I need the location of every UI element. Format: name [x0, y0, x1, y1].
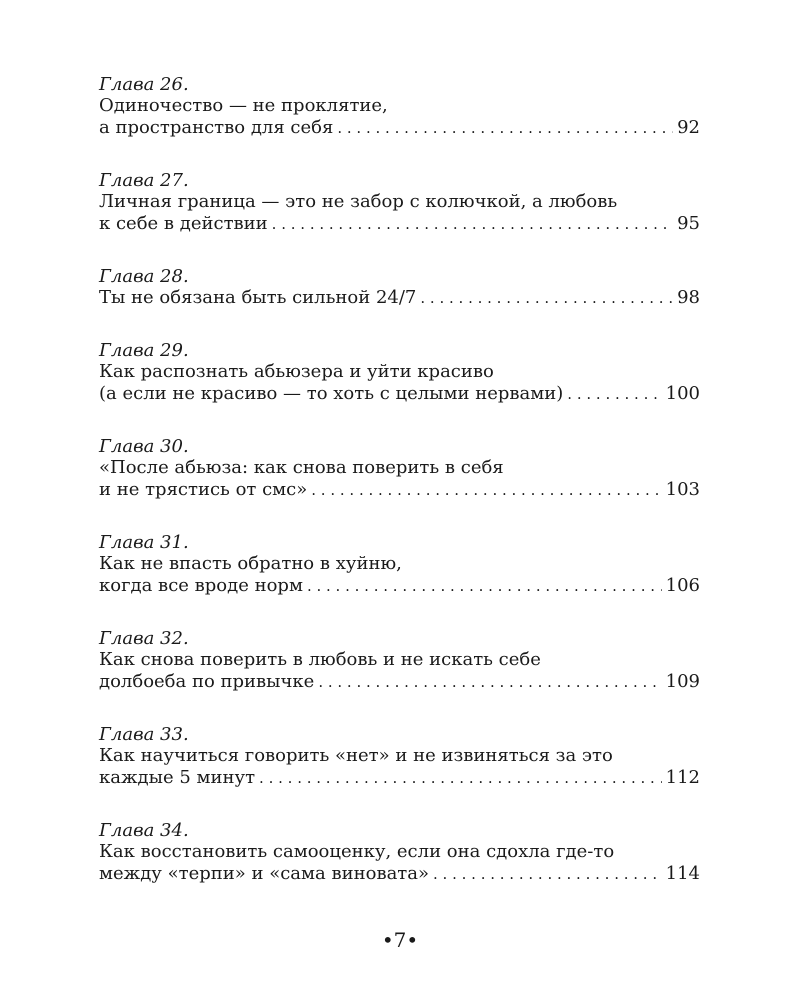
- chapter-label: Глава 31.: [99, 532, 189, 553]
- chapter-title-text: и не трястись от смс»: [99, 479, 308, 500]
- page-number: 95: [677, 213, 700, 234]
- chapter-label: Глава 32.: [99, 628, 189, 649]
- chapter-title-line: Как распознать абьюзера и уйти красиво: [99, 361, 494, 382]
- chapter-title-last-line: [99, 671, 700, 693]
- chapter-title-text: между «терпи» и «сама виновата»: [99, 863, 430, 884]
- chapter-title-last-line: [99, 767, 700, 789]
- toc-entry: [99, 170, 700, 266]
- chapter-title-last-line: [99, 287, 700, 309]
- page-number: 109: [665, 671, 700, 692]
- chapter-title-last-line: [99, 479, 700, 501]
- chapter-title-last-line: [99, 575, 700, 597]
- page-number: 106: [665, 575, 700, 596]
- dot-leader: [567, 383, 661, 405]
- chapter-title-line: Как научиться говорить «нет» и не извиняться за это: [99, 745, 613, 766]
- chapter-title-text: Ты не обязана быть сильной 24/7: [99, 287, 417, 308]
- chapter-title-line: Личная граница — это не забор с колючкой, а любовь: [99, 191, 618, 212]
- chapter-label: Глава 29.: [99, 340, 189, 361]
- dot-leader: [272, 213, 673, 235]
- page-number: 114: [665, 863, 700, 884]
- dot-leader: [259, 767, 662, 789]
- chapter-title-last-line: [99, 863, 700, 885]
- chapter-title-text: (а если не красиво — то хоть с целыми нервами): [99, 383, 564, 404]
- chapter-title-text: когда все вроде норм: [99, 575, 303, 596]
- page-footer-number: •7•: [381, 928, 419, 952]
- dot-leader: [337, 117, 673, 139]
- page-number: 103: [665, 479, 700, 500]
- chapter-label: Глава 34.: [99, 820, 189, 841]
- toc-entry: [99, 724, 700, 820]
- dot-leader: [318, 671, 661, 693]
- dot-leader: [420, 287, 673, 309]
- chapter-title-line: Как снова поверить в любовь и не искать себе: [99, 649, 541, 670]
- toc-entry: [99, 74, 700, 170]
- table-of-contents: [99, 74, 700, 916]
- toc-entry: [99, 628, 700, 724]
- toc-entry: [99, 340, 700, 436]
- chapter-title-text: а пространство для себя: [99, 117, 334, 138]
- chapter-label: Глава 33.: [99, 724, 189, 745]
- toc-entry: [99, 436, 700, 532]
- chapter-label: Глава 27.: [99, 170, 189, 191]
- chapter-title-text: долбоеба по привычке: [99, 671, 315, 692]
- dot-leader: [311, 479, 661, 501]
- page-number: 92: [677, 117, 700, 138]
- dot-leader: [307, 575, 662, 597]
- page-number: 100: [665, 383, 700, 404]
- chapter-title-last-line: [99, 213, 700, 235]
- chapter-title-text: к себе в действии: [99, 213, 268, 234]
- chapter-title-last-line: [99, 117, 700, 139]
- chapter-title-line: «После абьюза: как снова поверить в себя: [99, 457, 504, 478]
- chapter-title-line: Одиночество — не проклятие,: [99, 95, 388, 116]
- chapter-label: Глава 26.: [99, 74, 189, 95]
- chapter-title-text: каждые 5 минут: [99, 767, 256, 788]
- chapter-label: Глава 28.: [99, 266, 189, 287]
- dot-leader: [433, 863, 662, 885]
- chapter-title-line: Как не впасть обратно в хуйню,: [99, 553, 402, 574]
- toc-entry: [99, 820, 700, 916]
- chapter-title-line: Как восстановить самооценку, если она сдохла где-то: [99, 841, 615, 862]
- chapter-title-last-line: [99, 383, 700, 405]
- chapter-label: Глава 30.: [99, 436, 189, 457]
- toc-entry: [99, 266, 700, 340]
- page-number: 98: [677, 287, 700, 308]
- page-number: 112: [665, 767, 700, 788]
- toc-entry: [99, 532, 700, 628]
